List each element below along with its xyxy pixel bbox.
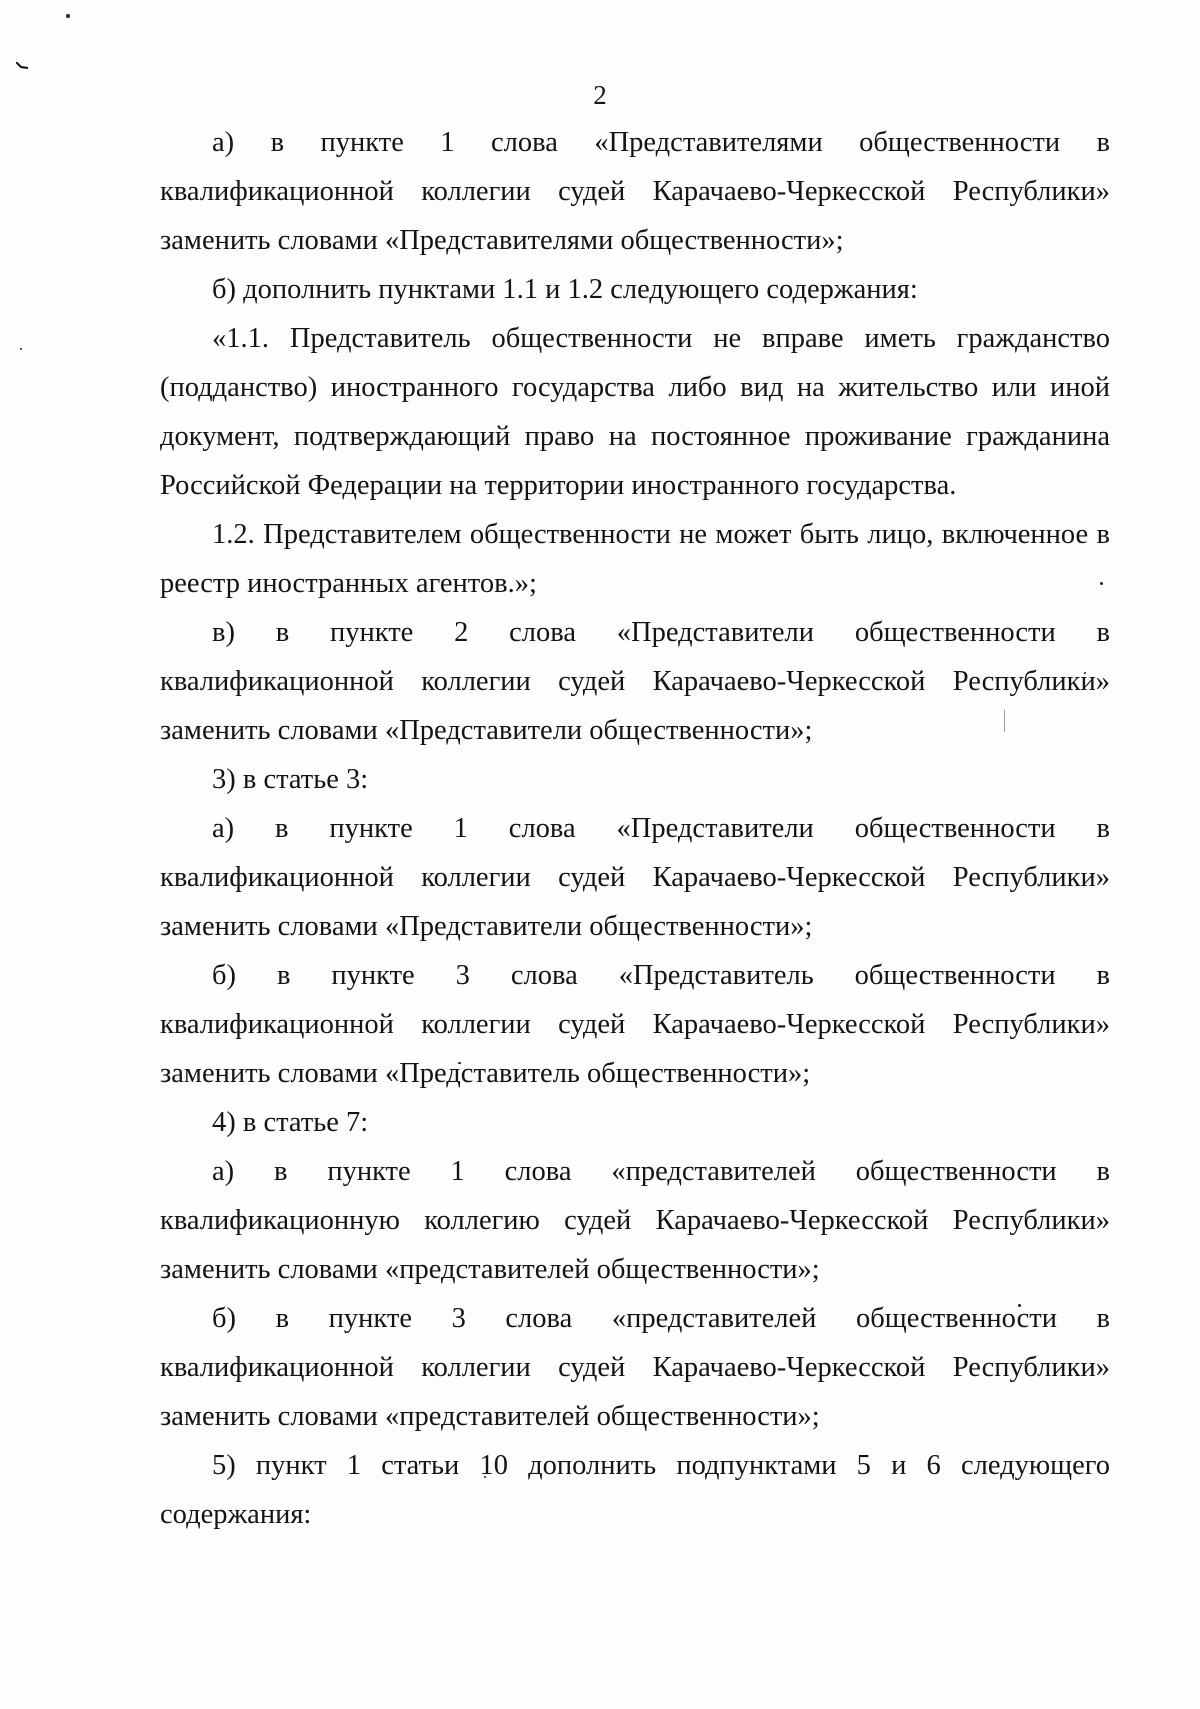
paragraph-point-1-1: «1.1. Представитель общественности не вправе иметь гражданство (подданство) иностранного государства либо вид на жительство или иной документ, подтверждающий право на постоянное проживание гражданина Российской Федерации на территории иностранного государства. xyxy=(160,323,1110,501)
paragraph-article-3-b: б) в пункте 3 слова «Представитель общественности в квалификационной коллегии судей Карачаево-Черкесской Республики» заменить словами «Представитель общественности»; xyxy=(160,960,1110,1089)
paragraph-article-3-heading: 3) в статье 3: xyxy=(212,764,369,795)
paragraph-article-3-a: а) в пункте 1 слова «Представители общественности в квалификационной коллегии судей Карачаево-Черкесской Республики» заменить словами «Представители общественности»; xyxy=(160,813,1110,942)
document-body xyxy=(160,118,1110,1539)
paragraph-article-10: 5) пункт 1 статьи 10 дополнить подпунктами 5 и 6 следующего содержания: xyxy=(160,1450,1110,1530)
scan-artifact-mark xyxy=(16,62,28,69)
paragraph-amend-b-add-points: б) дополнить пунктами 1.1 и 1.2 следующего содержания: xyxy=(212,274,918,305)
scan-speck xyxy=(66,14,70,18)
scan-speck xyxy=(20,348,22,350)
page-number: 2 xyxy=(593,80,607,110)
paragraph-article-7-heading: 4) в статье 7: xyxy=(212,1107,369,1138)
paragraph-article-7-a: а) в пункте 1 слова «представителей общественности в квалификационную коллегию судей Карачаево-Черкесской Республики» заменить словами «представителей общественности»; xyxy=(160,1156,1110,1285)
paragraph-point-1-2: 1.2. Представителем общественности не может быть лицо, включенное в реестр иностранных агентов.»; xyxy=(160,519,1110,599)
paragraph-amend-a-point-1: а) в пункте 1 слова «Представителями общественности в квалификационной коллегии судей Карачаево-Черкесской Республики» заменить словами «Представителями общественности»; xyxy=(160,127,1110,256)
paragraph-amend-v-point-2: в) в пункте 2 слова «Представители общественности в квалификационной коллегии судей Карачаево-Черкесской Республики» заменить словами «Представители общественности»; xyxy=(160,617,1110,746)
paragraph-article-7-b: б) в пункте 3 слова «представителей общественности в квалификационной коллегии судей Карачаево-Черкесской Республики» заменить словами «представителей общественности»; xyxy=(160,1303,1110,1432)
